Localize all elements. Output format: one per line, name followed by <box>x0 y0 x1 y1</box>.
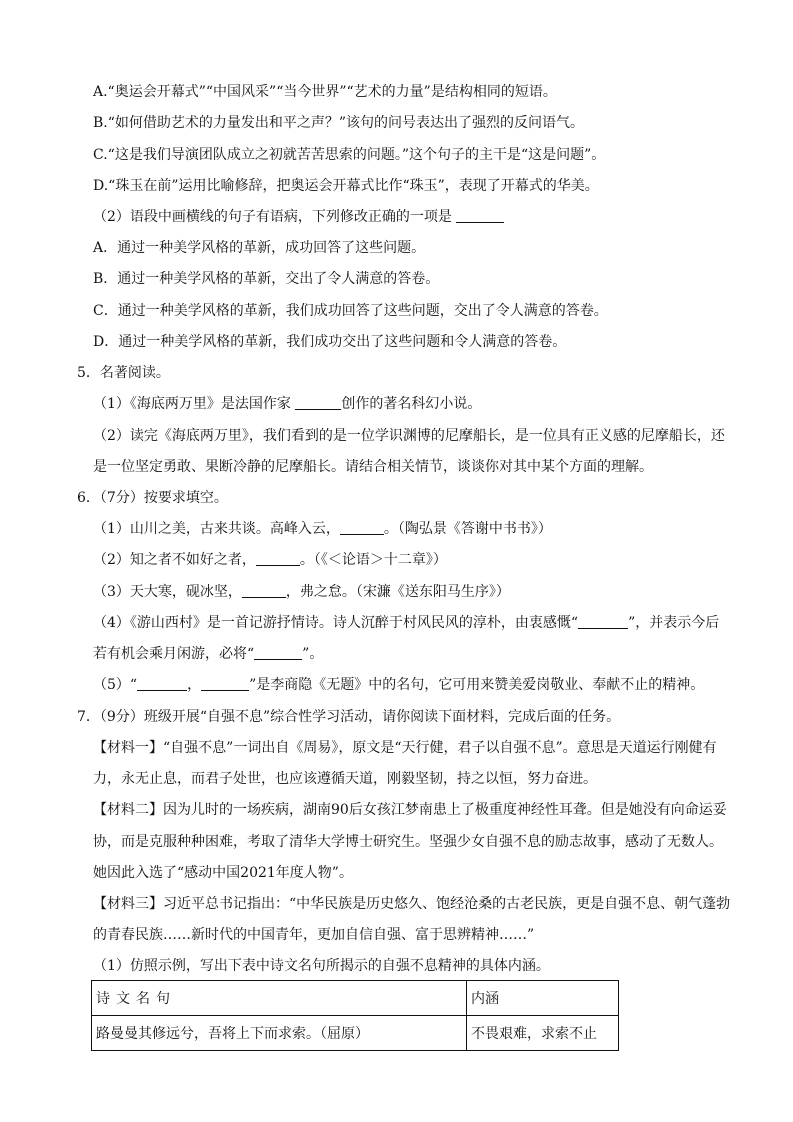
q6-s4-line2-after: ”。 <box>302 646 324 662</box>
table-header-row <box>92 981 619 1016</box>
q6-s3-before: （3）天大寒，砚冰坚， <box>93 584 242 600</box>
q4-sub2-option-b: B．通过一种美学风格的革新，交出了令人满意的答卷。 <box>93 271 440 287</box>
q6-s3-after: ，弗之怠。（宋濂《送东阳马生序》） <box>285 584 510 600</box>
q4-option-d: D.“珠玉在前”运用比喻修辞，把奥运会开幕式比作“珠玉”，表现了开幕式的华美。 <box>93 178 599 194</box>
q6-s1-before: （1）山川之美，古来共谈。高峰入云， <box>93 521 340 537</box>
q6-s1 <box>93 519 733 539</box>
answer-blank[interactable] <box>340 520 384 535</box>
q4-option-a: A.“奥运会开幕式”“中国风采”“当今世界”“艺术的力量”是结构相同的短语。 <box>93 84 557 100</box>
table-cell: 路曼曼其修远兮，吾将上下而求索。（屈原） <box>92 1016 467 1051</box>
answer-blank[interactable] <box>254 645 302 660</box>
answer-blank[interactable] <box>578 614 628 629</box>
q6-title: 6．（7分）按要求填空。 <box>77 490 228 506</box>
answer-blank[interactable] <box>456 208 504 223</box>
q4-sub2-prompt <box>93 207 733 227</box>
q5-sub1-after: 创作的著名科幻小说。 <box>341 396 482 412</box>
q5-sub1-before: （1）《海底两万里》是法国作家 <box>93 396 291 412</box>
q7-material2-line1: 【材料二】因为儿时的一场疾病，湖南90后女孩江梦南患上了极重度神经性耳聋。但是她没有向命运妥 <box>93 802 727 818</box>
q6-s4-line1-before: （4）《游山西村》是一首记游抒情诗。诗人沉醉于村风民风的淳朴，由衷感慨“ <box>93 615 579 631</box>
answer-blank[interactable] <box>295 395 341 410</box>
q7-material2-line3: 她因此入选了“感动中国2021年度人物”。 <box>93 865 353 881</box>
poem-table <box>91 980 619 1051</box>
q6-s4-line1-after: ”，并表示今后 <box>628 615 720 631</box>
q7-material3-line1: 【材料三】习近平总书记指出：“中华民族是历史悠久、饱经沧桑的古老民族，更是自强不息、朝气蓬勃 <box>93 896 731 912</box>
q6-s1-after: 。（陶弘景《答谢中书书》） <box>383 521 552 537</box>
q4-sub2-prompt-text: （2）语段中画横线的句子有语病，下列修改正确的一项是 <box>93 209 452 225</box>
table-header: 诗文名句 <box>92 981 467 1016</box>
q4-sub2-option-c: C．通过一种美学风格的革新，我们成功回答了这些问题，交出了令人满意的答卷。 <box>93 303 608 319</box>
q4-option-b: B.“如何借助艺术的力量发出和平之声？”该句的问号表达出了强烈的反问语气。 <box>93 115 585 131</box>
q4-option-c: C.“这是我们导演团队成立之初就苦苦思索的问题。”这个句子的主干是“这是问题”。 <box>93 147 606 163</box>
q6-s4-line1 <box>93 613 733 633</box>
q6-s2-before: （2）知之者不如好之者， <box>93 552 256 568</box>
answer-blank[interactable] <box>137 676 187 691</box>
q5-title: 5．名著阅读。 <box>77 365 170 381</box>
q7-title: 7．（9分）班级开展“自强不息”综合性学习活动，请你阅读下面材料，完成后面的任务。 <box>77 709 621 725</box>
q6-s3 <box>93 582 733 602</box>
q6-s2 <box>93 550 733 570</box>
q6-s4-line2-before: 若有机会乘月闲游，必将“ <box>93 646 255 662</box>
q5-sub2-line2: 是一位坚定勇敢、果断冷静的尼摩船长。请结合相关情节，谈谈你对其中某个方面的理解。 <box>93 459 653 475</box>
q6-s5-mid: ， <box>187 677 202 693</box>
answer-blank[interactable] <box>242 583 286 598</box>
q6-s2-after: 。（《＜论语＞十二章》） <box>299 552 447 568</box>
q6-s5 <box>93 675 733 695</box>
q7-material3-line2: 的青春民族……新时代的中国青年，更加自信自强、富于思辨精神……” <box>93 927 535 943</box>
q5-sub1 <box>93 394 733 414</box>
table-cell: 不畏艰难，求索不止 <box>467 1016 619 1051</box>
answer-blank[interactable] <box>201 676 249 691</box>
q7-sub1: （1）仿照示例，写出下表中诗文名句所揭示的自强不息精神的具体内涵。 <box>93 958 550 974</box>
table-header: 内涵 <box>467 981 619 1016</box>
q6-s5-before: （5）“ <box>93 677 138 693</box>
q7-material1-line2: 力，永无止息，而君子处世，也应该遵循天道，刚毅坚韧，持之以恒，努力奋进。 <box>93 771 597 787</box>
q7-material2-line2: 协，而是克服种种困难，考取了清华大学博士研究生。坚强少女自强不息的励志故事，感动了无数人。 <box>93 834 723 850</box>
q6-s5-after: ”是李商隐《无题》中的名句，它可用来赞美爱岗敬业、奉献不止的精神。 <box>249 677 705 693</box>
q7-material1-line1: 【材料一】“自强不息”一词出自《周易》，原文是“天行健，君子以自强不息”。意思是天道运行刚健有 <box>93 740 717 756</box>
q5-sub2-line1: （2）读完《海底两万里》，我们看到的是一位学识渊博的尼摩船长，是一位具有正义感的尼摩船长，还 <box>93 428 725 444</box>
q4-sub2-option-d: D．通过一种美学风格的革新，我们成功交出了这些问题和令人满意的答卷。 <box>93 334 567 350</box>
q6-s4-line2 <box>93 644 733 664</box>
table-row <box>92 1016 619 1051</box>
q4-sub2-option-a: A．通过一种美学风格的革新，成功回答了这些问题。 <box>93 240 426 256</box>
answer-blank[interactable] <box>256 551 300 566</box>
